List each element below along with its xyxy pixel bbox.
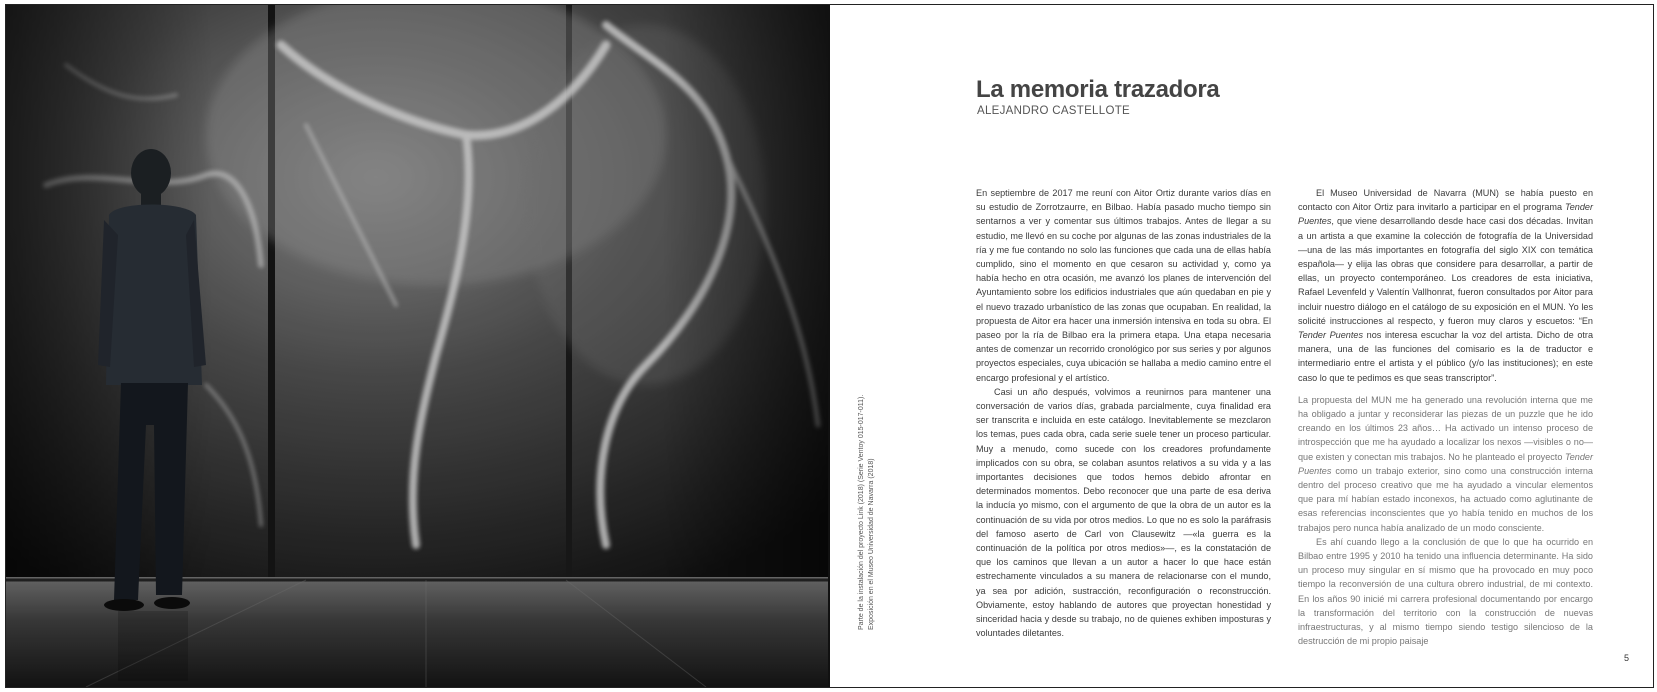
installation-photo <box>6 5 828 687</box>
article-author: ALEJANDRO CASTELLOTE <box>977 105 1130 117</box>
paragraph: Casi un año después, volvimos a reunirnos para mantener una conversación de varios días, grabada parcialmente, cuya finalidad era ser transcrita e incluida en este catálogo. Inevitablemente se mezclaron los temas, pues cada obra, cada serie suele tener un proceso particular. Muy a menudo, como sucede con los creadores profundamente implicados con su obra, se colaban asuntos relativos a su vida y a las importantes decisiones que todos hemos debido afrontar en determinados momentos. Debo reconocer que una parte de esa deriva la inducía yo mismo, con el argumento de que la obra de un autor es la continuación de su vida por otros medios. Lo que no es solo la paráfrasis del famoso aserto de Carl von Clausewitz —«la guerra es la continuación de la política por otros medios»—, es la constatación de que los caminos que llevan a un autor a hacer lo que hace están estrechamente vinculados a su manera de relacionarse con el mundo, ya sea por adición, sustracción, reconfiguración o reconstrucción. Obviamente, estoy hablando de autores que proyectan honestidad y sinceridad hacia y desde su trabajo, no de quienes exhiben imposturas y voluntades diletantes. <box>976 386 1271 639</box>
paragraph <box>1298 393 1593 535</box>
paragraph: Es ahí cuando llego a la conclusión de que lo que ha ocurrido en Bilbao entre 1995 y 2010 ha tenido una influencia determinante. Ha sido un proceso muy singular en sí mismo que ha provocado en muy poco tiempo la reconversión de una cultura obrero industrial, de mi contexto. En los años 90 inicié mi carrera profesional documentando por encargo la transformación del territorio con la construcción de nuevas infraestructuras, y al mismo tiempo siendo testigo silencioso de la destrucción de mi propio paisaje <box>1298 536 1593 647</box>
text-run: , que viene desarrollando desde hace casi dos décadas. Invitan a un artista a que examine la colección de fotografía de la Universidad —una de las más importantes en fotografía del siglo XIX con temática española— y elija las obras que considere para desarrollar, a partir de ellas, un proyecto contemporáneo. Los creadores de esta iniciativa, Rafael Levenfeld y Valentín Vallhonrat, fueron consultados por Aitor para incluir nuestro diálogo en el catálogo de su exposición en el MUN. Yo les solicité instrucciones al respecto, y fueron muy claros y escuetos: “En <box>1298 216 1593 326</box>
italic-text: Tender Puentes <box>1298 451 1593 476</box>
text-run: La propuesta del MUN me ha generado una revolución interna que me ha obligado a juntar y reconsiderar las piezas de un puzzle que he ido creando en los últimos 23 años… Ha activado un intenso proceso de introspección que me ha ayudado a localizar los nexos —visibles o no— que existen y conectan mis trabajos. No he planteado el proyecto <box>1298 394 1593 462</box>
page-number: 5 <box>1624 653 1630 663</box>
text-column-1 <box>976 186 1271 641</box>
photo-caption <box>857 370 889 630</box>
article-title: La memoria trazadora <box>976 76 1220 103</box>
text-column-2 <box>1298 186 1593 649</box>
italic-text: Tender Puentes <box>1298 202 1593 227</box>
photo-artwork <box>6 5 828 687</box>
text-run: nos interesa escuchar la voz del artista. Dicho de otra manera, una de las funciones del comisario es la de traductor e intermediario entre el artista y el público (y/o las instituciones); en este caso lo que te pedimos es que seas transcriptor”. <box>1298 330 1594 383</box>
paragraph: En septiembre de 2017 me reuní con Aitor Ortiz durante varios días en su estudio de Zorrotzaurre, en Bilbao. Había pasado mucho tiempo sin sentarnos a ver y comentar sus últimos trabajos. Antes de llegar a su estudio, me llevó en su coche por algunas de las zonas industriales de la ría y me fue contando no solo las funciones que cada una de ellas había cumplido, sino el momento en que cesaron su actividad y, como ya había hecho en otra ocasión, me avanzó los planes de intervención del Ayuntamiento sobre los edificios industriales que aún quedaban en pie y el nuevo trazado urbanístico de las zonas que ocupaban. En realidad, la propuesta de Aitor era hacer una inmersión intensiva en toda su obra. El paseo por la ría de Bilbao era la primera etapa. Una etapa necesaria antes de comenzar un recorrido cronológico por sus series y por algunos proyectos especiales, cuya ubicación se hallaba a medio camino entre el encargo profesional y el artístico. <box>976 188 1271 383</box>
book-spread <box>5 4 1654 688</box>
text-run: El Museo Universidad de Navarra (MUN) se había puesto en contacto con Aitor Ortiz para invitarlo a participar en el programa <box>1298 188 1593 213</box>
page-gutter <box>828 5 830 687</box>
text-run: como un trabajo exterior, sino como una construcción interna dentro del proceso creativo que me ha ayudado a vincular elementos que para mí habían estado inconexos, ha actuado como aglutinante de esas referencias inconscientes que yo había tenido en muchos de los trabajos pero nunca había analizado de un modo consciente. <box>1298 465 1593 533</box>
caption-line-1: Parte de la instalación del proyecto Link (2018) (Serie Ventoy 015-017-011). <box>858 394 865 630</box>
caption-line-2: Exposición en el Museo Universidad de Navarra (2018) <box>868 458 875 630</box>
paragraph <box>1298 186 1593 385</box>
italic-text: Tender Puentes <box>1298 330 1363 341</box>
